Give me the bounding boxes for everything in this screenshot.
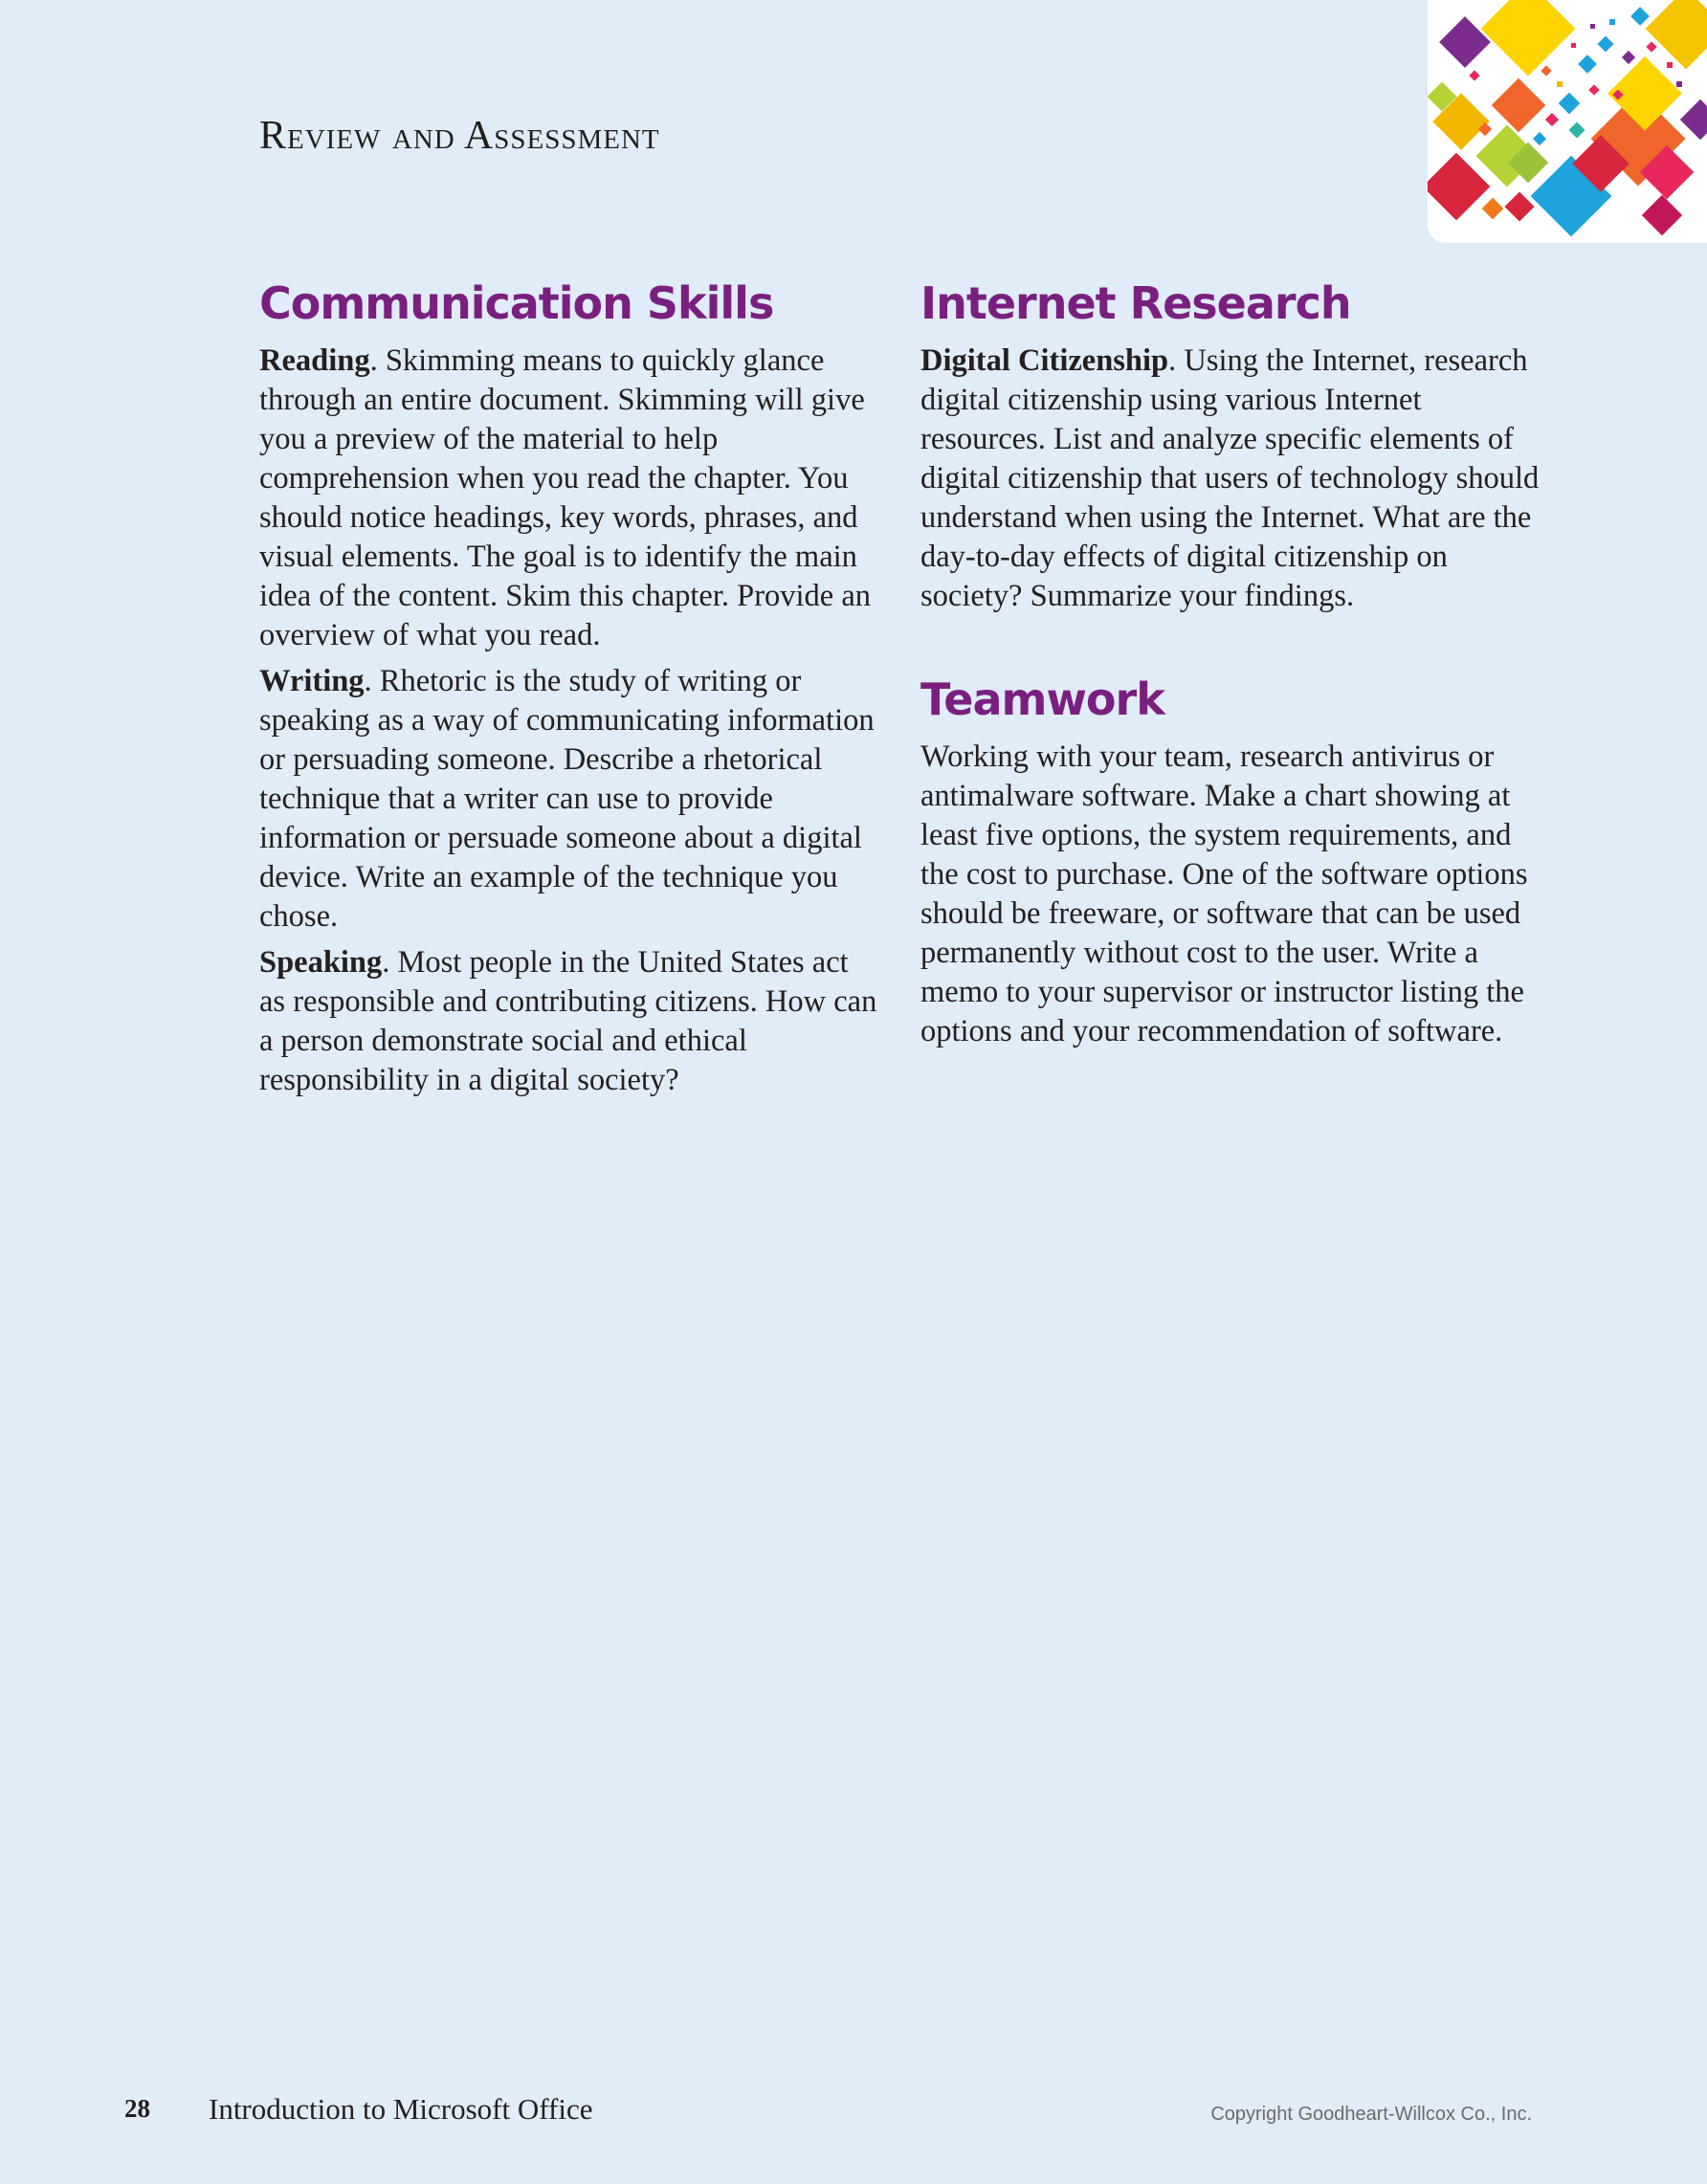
writing-lead: Writing (259, 664, 365, 698)
reading-lead: Reading (259, 343, 370, 378)
writing-text: . Rhetoric is the study of writing or speaking as a way of communicating information or persuading someone. Describe a rhetorical technique that a writer can use to provide information or persuade someone about a digital device. Write an example of the technique you chose. (259, 664, 875, 934)
teamwork-paragraph: Working with your team, research antivirus or antimalware software. Make a chart showing at least five options, the system requirements, and the cost to purchase. One of the software options should be freeware, or software that can be used permanently without cost to the user. Write a memo to your supervisor or instructor listing the options and your recommendation of software. (920, 739, 1528, 1048)
left-column (259, 273, 879, 1107)
communication-skills-heading: Communication Skills (259, 277, 774, 329)
internet-research-heading: Internet Research (920, 277, 1351, 329)
section-label: Review and Assessment (259, 114, 660, 158)
reading-paragraph (259, 342, 879, 655)
writing-paragraph (259, 662, 879, 937)
right-column (920, 273, 1542, 1058)
speaking-lead: Speaking (259, 945, 383, 980)
teamwork-heading: Teamwork (920, 673, 1164, 725)
speaking-text: . Most people in the United States act as responsible and contributing citizens. How can a person demonstrate social and ethical responsibility in a digital society? (259, 945, 877, 1097)
reading-text: . Skimming means to quickly glance through an entire document. Skimming will give you a preview of the material to help comprehension when you read the chapter. You should notice headings, key words, phrases, and visual elements. The goal is to identify the main idea of the content. Skim this chapter. Provide an overview of what you read. (259, 343, 872, 652)
copyright-notice: Copyright Goodheart-Willcox Co., Inc. (1210, 2104, 1532, 2125)
decorative-diamonds-image (1428, 0, 1707, 243)
digital-citizenship-paragraph (920, 342, 1542, 616)
speaking-paragraph (259, 943, 879, 1100)
digital-citizenship-text: . Using the Internet, research digital citizenship using various Internet resources. List and analyze specific elements of digital citizenship that users of technology should understand when using the Internet. What are the day-to-day effects of digital citizenship on society? Summarize your findings. (920, 343, 1540, 613)
page-number: 28 (124, 2094, 150, 2123)
digital-citizenship-lead: Digital Citizenship (920, 343, 1169, 378)
book-title: Introduction to Microsoft Office (209, 2092, 593, 2126)
